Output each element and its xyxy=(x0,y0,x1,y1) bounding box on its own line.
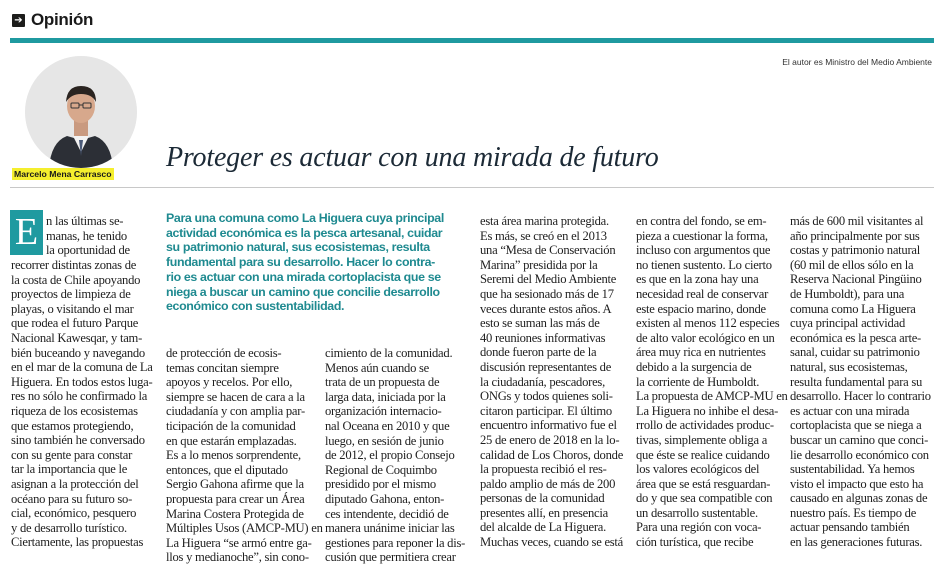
text-line: gestiones para reponer la dis- xyxy=(325,535,466,550)
text-line: natural, sus ecosistemas, xyxy=(790,359,908,374)
text-line: apoyos y recelos. Por ello, xyxy=(166,375,293,390)
text-line: sanal, cuidar su patrimonio xyxy=(790,345,920,360)
text-line: económica es la pesca arte- xyxy=(790,330,922,345)
column-4 xyxy=(480,214,623,550)
text-line: siempre se hacen de cara a la xyxy=(166,389,305,404)
text-line: 40 reuniones informativas xyxy=(480,330,606,345)
text-line: de protección de ecosis- xyxy=(166,346,282,360)
text-line: Reserva Nacional Pingüino xyxy=(790,272,922,287)
text-line: resulta fundamental para su xyxy=(790,374,923,389)
text-line: citaron participar. El último xyxy=(480,403,612,418)
text-line: que estamos protegiendo, xyxy=(11,418,134,433)
text-line: larga data, iniciada por la xyxy=(325,389,446,404)
text-line: no tienen sustento. Lo cierto xyxy=(636,257,772,272)
text-line: incluso con argumentos que xyxy=(636,243,771,258)
lead-paragraph xyxy=(166,211,444,314)
text-line: Sergio Gahona afirme que la xyxy=(166,477,304,492)
text-line: veces durante estos años. A xyxy=(480,301,612,316)
text-line: existen al menos 112 especies xyxy=(636,316,780,331)
column-6 xyxy=(790,214,931,550)
text-line: sino también he conversado xyxy=(11,433,145,448)
text-line: ces intendente, decidió de xyxy=(325,506,449,521)
text-line: Higuera. En todos estos luga- xyxy=(11,374,153,389)
text-line: presentes allí, en presencia xyxy=(480,505,608,520)
text-line: entonces, que el diputado xyxy=(166,462,288,477)
text-line: La Higuera no inhibe el desa- xyxy=(636,403,779,418)
text-line: manera unánime iniciar las xyxy=(325,521,455,536)
text-line: área que se está resguardan- xyxy=(636,476,771,491)
text-line: personas de la comunidad xyxy=(480,491,605,506)
text-line: paldo amplio de más de 200 xyxy=(480,476,616,491)
text-line: ción turística, que recibe xyxy=(636,535,754,550)
text-line: nuestro país. Es tiempo de xyxy=(790,505,917,520)
text-line: desarrollo. Hacer lo contrario xyxy=(790,389,931,404)
text-line: rrollo de actividades produc- xyxy=(636,418,774,433)
text-line: que éste se realice cuidando xyxy=(636,447,770,462)
text-line: la oportunidad de xyxy=(46,243,130,258)
arrow-right-icon: ➔ xyxy=(12,14,25,27)
text-line: cuya principal actividad xyxy=(790,316,905,331)
text-line: ONGs y todos quienes soli- xyxy=(480,389,613,404)
text-line: de Humboldt), para una xyxy=(790,286,905,301)
text-line: bién buceando y navegando xyxy=(11,345,145,360)
text-line: actuar pensando también xyxy=(790,520,910,535)
column-5 xyxy=(636,214,788,550)
text-line: cial, económico, pesquero xyxy=(11,506,137,521)
text-line: más de 600 mil visitantes al xyxy=(790,214,924,228)
text-line: discusión representantes de xyxy=(480,359,612,374)
text-line: debido a la surgencia de xyxy=(636,359,752,374)
text-line: área muy rica en nutrientes xyxy=(636,345,766,360)
text-line: presidido por el mismo xyxy=(325,477,436,492)
text-line: Es a lo menos sorprendente, xyxy=(166,448,301,463)
text-line: llos y medianoche”, sin cono- xyxy=(166,550,309,565)
text-line: Marina” presidida por la xyxy=(480,257,598,272)
lead-line: fundamental para su desarrollo. Hacer lo contra- xyxy=(166,255,435,270)
text-line: comuna como La Higuera xyxy=(790,301,916,316)
text-line: cimiento de la comunidad. xyxy=(325,346,453,360)
text-line: un desarrollo sustentable. xyxy=(636,505,758,520)
headline-rule xyxy=(10,187,934,188)
text-line: buscar un camino que conci- xyxy=(790,432,929,447)
lead-line: su patrimonio natural, sus ecosistemas, resulta xyxy=(166,240,430,255)
text-line: que ha sesionado más de 17 xyxy=(480,286,614,301)
text-line: Muchas veces, cuando se está xyxy=(480,535,624,550)
text-line: tar la importancia que le xyxy=(11,462,128,477)
text-line: propuesta para crear un Área xyxy=(166,491,305,506)
text-line: año principalmente por sus xyxy=(790,228,920,243)
section-header xyxy=(12,8,93,32)
lead-line: niega a buscar un camino que concilie desarrollo xyxy=(166,284,440,299)
text-line: en el mar de la comuna de La xyxy=(11,360,153,375)
text-line: cortoplacista que se niega a xyxy=(790,418,922,433)
text-line: de alto valor ecológico en un xyxy=(636,330,775,345)
text-line: océano para su futuro so- xyxy=(11,491,133,506)
text-line: en las generaciones futuras. xyxy=(790,535,923,550)
text-line: la ciudadanía, pescadores, xyxy=(480,374,605,389)
drop-cap: E xyxy=(10,210,43,255)
text-line: recorrer distintas zonas de xyxy=(11,258,137,272)
text-line: este espacio marino, donde xyxy=(636,301,766,316)
text-line: 25 de enero de 2018 en la lo- xyxy=(480,432,620,447)
text-line: Es más, se creó en el 2013 xyxy=(480,228,607,243)
section-title: Opinión xyxy=(31,10,94,29)
lead-line: actividad económica es la pesca artesanal, cuidar xyxy=(166,225,443,240)
text-line: la propuesta recibió el res- xyxy=(480,462,607,477)
text-line: temas concitan siempre xyxy=(166,360,279,375)
text-line: diputado Gahona, enton- xyxy=(325,491,445,506)
text-line: Nacional Kawesqar, y tam- xyxy=(11,330,143,345)
lead-line: Para una comuna como La Higuera cuya principal xyxy=(166,211,444,225)
text-line: (60 mil de ellos sólo en la xyxy=(790,257,914,272)
lead-line: económico con sustentabilidad. xyxy=(166,299,345,314)
text-line: que rodea el futuro Parque xyxy=(11,316,139,331)
text-line: cusión que permitiera crear xyxy=(325,550,456,565)
text-line: con su gente para constar xyxy=(11,447,133,462)
text-line: organización internacio- xyxy=(325,404,442,419)
text-line: proyectos de limpieza de xyxy=(11,287,131,302)
text-line: Regional de Coquimbo xyxy=(325,462,437,477)
text-line: tivas, simplemente obliga a xyxy=(636,432,768,447)
text-line: los valores ecológicos del xyxy=(636,462,760,477)
text-line: asignan a la protección del xyxy=(11,476,139,491)
text-line: en que estarán emplazadas. xyxy=(166,433,297,448)
text-line: ciudadanía y con amplia par- xyxy=(166,404,305,419)
text-line: Para una región con voca- xyxy=(636,520,762,535)
author-photo xyxy=(25,56,137,168)
text-line: donde fueron parte de la xyxy=(480,345,597,360)
text-line: es actuar con una mirada xyxy=(790,403,910,418)
text-line: de 2012, el propio Consejo xyxy=(325,448,455,463)
text-line: ticipación de la comunidad xyxy=(166,418,296,433)
text-line: Marina Costera Protegida de xyxy=(166,506,304,521)
text-line: la costa de Chile apoyando xyxy=(11,272,141,287)
text-line: Menos aún cuando se xyxy=(325,360,430,375)
section-rule xyxy=(10,38,934,43)
column-3 xyxy=(325,346,465,565)
author-note: El autor es Ministro del Medio Ambiente xyxy=(782,57,932,67)
text-line: causado en algunas zonas de xyxy=(790,491,928,506)
author-name: Marcelo Mena Carrasco xyxy=(14,169,112,179)
text-line: pieza a cuestionar la forma, xyxy=(636,228,768,243)
headline: Proteger es actuar con una mirada de futuro xyxy=(166,142,659,173)
text-line: del alcalde de La Higuera. xyxy=(480,520,607,535)
text-line: res no sólo he confirmado la xyxy=(11,389,148,404)
text-line: costas y patrimonio natural xyxy=(790,243,920,258)
text-line: sustentabilidad. Ya hemos xyxy=(790,462,915,477)
text-line: La propuesta de AMCP-MU en xyxy=(636,389,788,404)
text-line: Múltiples Usos (AMCP-MU) en xyxy=(166,521,323,536)
text-line: do y que sea compatible con xyxy=(636,491,773,506)
text-line: manas, he tenido xyxy=(46,228,127,243)
text-line: nal Oceana en 2010 y que xyxy=(325,418,450,433)
text-line: visto el impacto que esto ha xyxy=(790,476,924,491)
text-line: trata de un propuesta de xyxy=(325,375,440,390)
text-line: esto se suman las más de xyxy=(480,316,600,331)
text-line: encuentro informativo fue el xyxy=(480,418,617,433)
text-line: la corriente de Humboldt. xyxy=(636,374,760,389)
text-line: lie desarrollo económico con xyxy=(790,447,929,462)
column-1-top xyxy=(46,214,130,258)
text-line: calidad de Los Choros, donde xyxy=(480,447,624,462)
text-line: riqueza de los ecosistemas xyxy=(11,403,138,418)
text-line: n las últimas se- xyxy=(46,214,124,228)
text-line: una “Mesa de Conservación xyxy=(480,243,616,258)
text-line: playas, o visitando el mar xyxy=(11,301,134,316)
text-line: La Higuera “se armó entre ga- xyxy=(166,535,312,550)
text-line: Seremi del Medio Ambiente xyxy=(480,272,617,287)
text-line: en contra del fondo, se em- xyxy=(636,214,767,228)
text-line: es que en la zona hay una xyxy=(636,272,759,287)
text-line: necesidad real de conservar xyxy=(636,286,769,301)
lead-line: rio es actuar con una mirada cortoplacista que se xyxy=(166,269,441,284)
text-line: Ciertamente, las propuestas xyxy=(11,535,144,550)
column-1 xyxy=(11,258,153,550)
column-2 xyxy=(166,346,323,565)
text-line: esta área marina protegida. xyxy=(480,214,609,228)
text-line: luego, en sesión de junio xyxy=(325,433,444,448)
text-line: y de desarrollo turístico. xyxy=(11,520,127,535)
